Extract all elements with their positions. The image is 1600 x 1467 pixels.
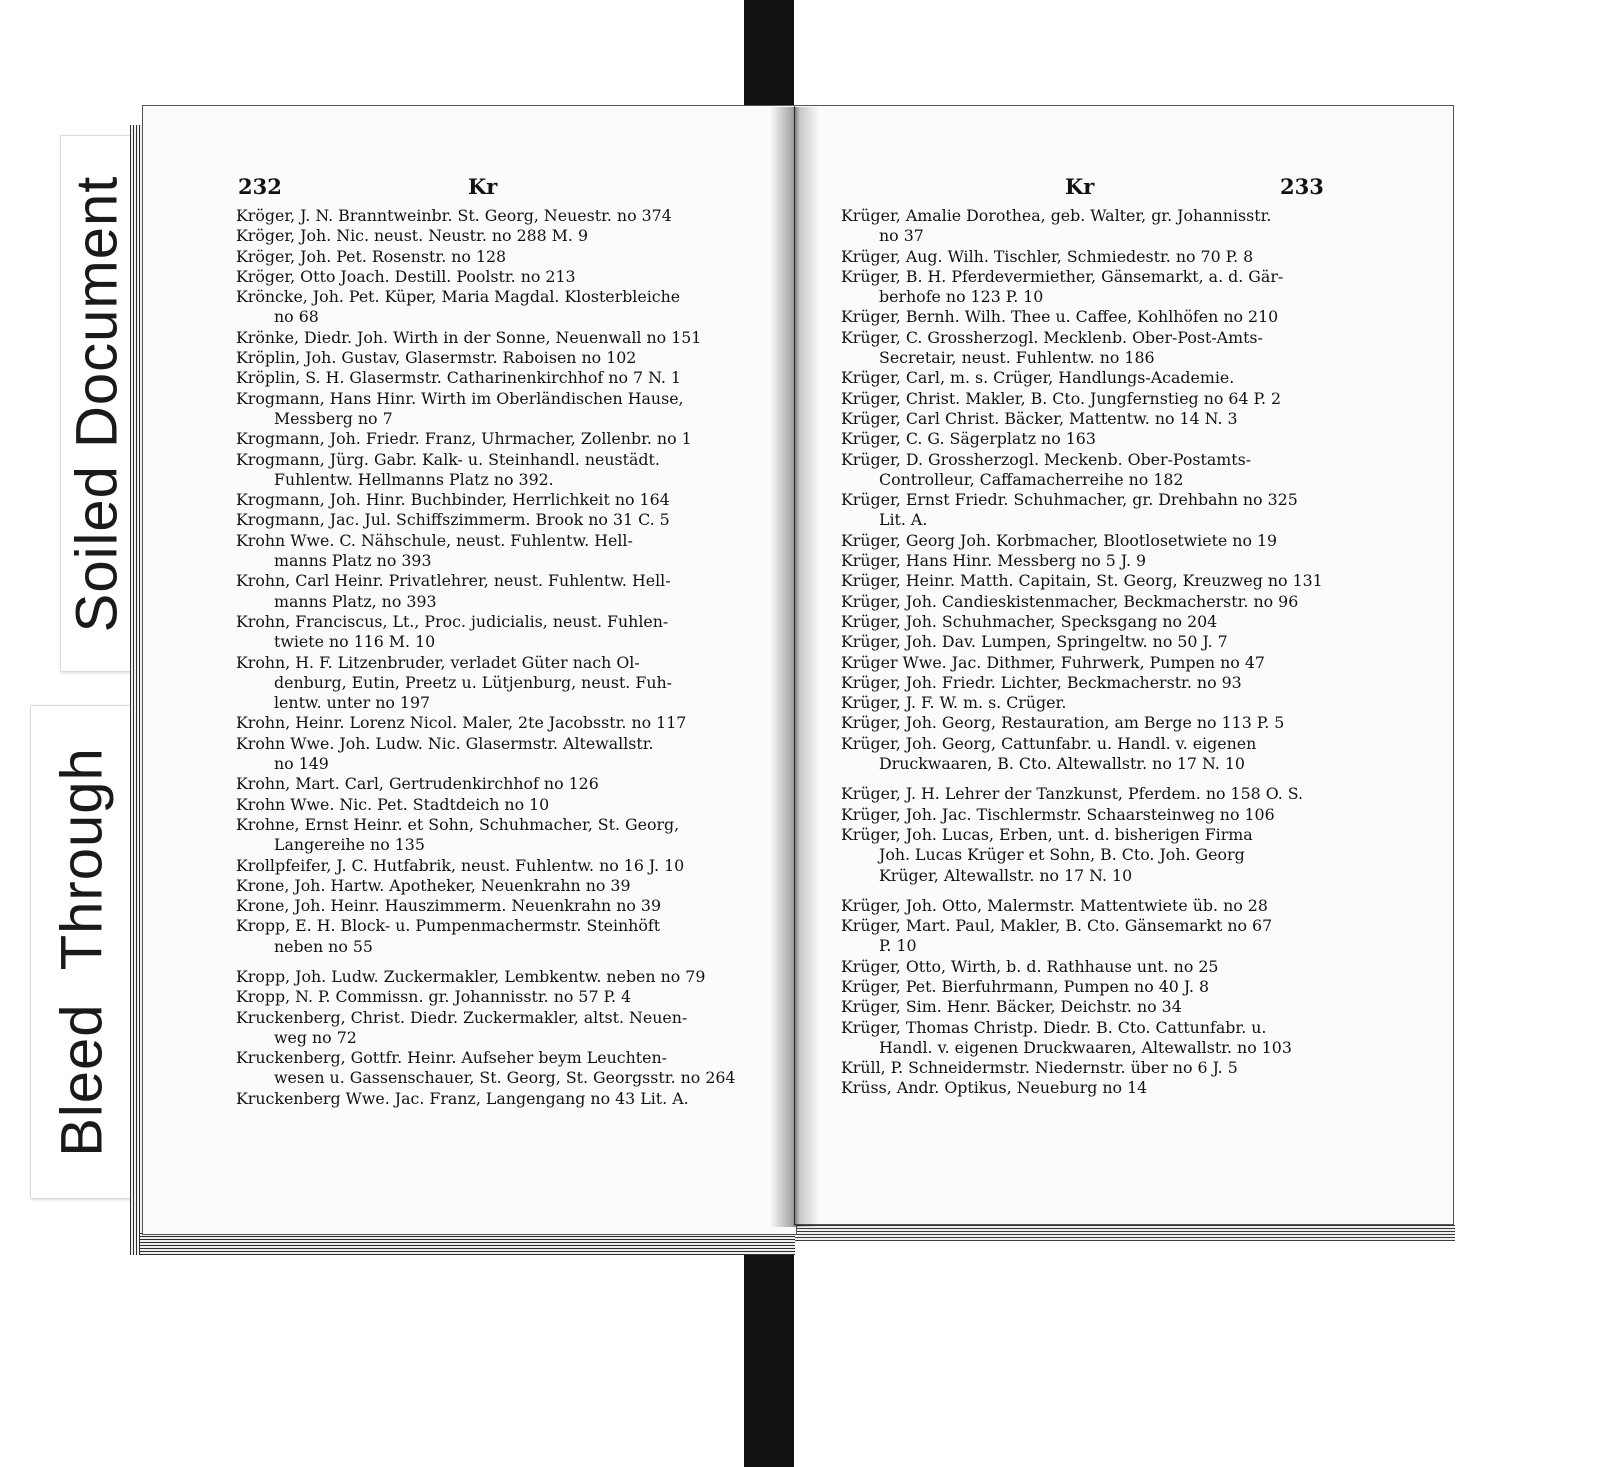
entry-line: Krogmann, Jac. Jul. Schiffszimmerm. Brook no 31 C. 5 [236,510,670,530]
entry-continuation-line: Lit. A. [879,510,928,530]
running-header-left: Kr [468,174,498,199]
entry-line: Krüger, Otto, Wirth, b. d. Rathhause unt. no 25 [841,956,1219,976]
entry-continuation-line: Joh. Lucas Krüger et Sohn, B. Cto. Joh. Georg [879,845,1245,865]
entry-line: Krone, Joh. Heinr. Hauszimmerm. Neuenkrahn no 39 [236,896,662,916]
directory-entry [236,429,736,449]
directory-entry [841,997,1341,1017]
directory-entry [841,734,1341,775]
directory-entry [841,592,1341,612]
entry-line: Krüger, Mart. Paul, Makler, B. Cto. Gänsemarkt no 67 [841,916,1273,936]
entry-line: Krüger, Ernst Friedr. Schuhmacher, gr. Drehbahn no 325 [841,490,1298,510]
directory-entry [841,632,1341,652]
bleed-through-label [30,705,134,1199]
directory-entry [841,825,1341,886]
entry-line: Krüger, Joh. Dav. Lumpen, Springeltw. no 50 J. 7 [841,632,1228,652]
directory-entry [236,247,736,267]
directory-entry [841,673,1341,693]
page-stack-edge-bottom [140,1233,795,1255]
directory-entry [236,653,736,714]
entry-line: Krüger, Bernh. Wilh. Thee u. Caffee, Kohlhöfen no 210 [841,307,1279,327]
directory-entry [236,287,736,328]
directory-entry [236,1089,736,1109]
directory-entry [841,267,1341,308]
entry-line: Krohn, Carl Heinr. Privatlehrer, neust. Fuhlentw. Hell- [236,571,671,591]
entry-line: Krüger, Hans Hinr. Messberg no 5 J. 9 [841,551,1147,571]
directory-entry [236,876,736,896]
directory-entry [236,612,736,653]
directory-entry [236,987,736,1007]
directory-entry [841,784,1341,804]
entry-line: Kruckenberg, Gottfr. Heinr. Aufseher beym Leuchten- [236,1048,667,1068]
entry-line: Krogmann, Joh. Hinr. Buchbinder, Herrlichkeit no 164 [236,490,670,510]
binding-strap-bottom [744,1250,794,1467]
directory-entries-right [841,206,1341,1099]
open-book [130,105,1460,1265]
directory-entry [841,450,1341,491]
entry-line: Krüger, Joh. Otto, Malermstr. Mattentwiete üb. no 28 [841,895,1268,915]
entry-line: Krohn Wwe. Nic. Pet. Stadtdeich no 10 [236,794,550,814]
entry-line: Kruckenberg, Christ. Diedr. Zuckermakler, altst. Neuen- [236,1007,688,1027]
directory-entry [236,328,736,348]
directory-entry [236,531,736,572]
page-stack-edge-right [795,1225,1455,1241]
entry-line: Kruckenberg Wwe. Jac. Franz, Langengang no 43 Lit. A. [236,1088,689,1108]
directory-entry [236,267,736,287]
entry-line: Krüger, Joh. Schuhmacher, Specksgang no 204 [841,611,1218,631]
entry-continuation-line: P. 10 [879,936,917,956]
directory-entry [841,307,1341,327]
entry-line: Krohn, Heinr. Lorenz Nicol. Maler, 2te Jacobsstr. no 117 [236,713,687,733]
directory-entry [841,328,1341,369]
entry-line: Kröplin, S. H. Glasermstr. Catharinenkirchhof no 7 N. 1 [236,368,681,388]
entry-line: Krüger, Joh. Jac. Tischlermstr. Schaarsteinweg no 106 [841,804,1275,824]
entry-line: Krüger, Sim. Henr. Bäcker, Deichstr. no 34 [841,997,1182,1017]
soiled-document-text: Soiled Document [64,175,130,632]
entry-continuation-line: neben no 55 [274,936,373,956]
directory-entry [841,957,1341,977]
directory-entry [841,1018,1341,1059]
page-number-left: 232 [238,174,282,199]
directory-entry [841,1058,1341,1078]
directory-entry [236,348,736,368]
entry-line: Krüger, D. Grossherzogl. Meckenb. Ober-Postamts- [841,449,1252,469]
entry-line: Krüger Wwe. Jac. Dithmer, Fuhrwerk, Pumpen no 47 [841,652,1265,672]
entry-line: Krüss, Andr. Optikus, Neueburg no 14 [841,1078,1148,1098]
entry-continuation-line: berhofe no 123 P. 10 [879,287,1044,307]
entry-line: Krohn Wwe. C. Nähschule, neust. Fuhlentw. Hell- [236,530,633,550]
entry-line: Krüger, B. H. Pferdevermiether, Gänsemarkt, a. d. Gär- [841,266,1284,286]
left-page [142,105,797,1235]
entry-line: Kröncke, Joh. Pet. Küper, Maria Magdal. Klosterbleiche [236,287,681,307]
entry-line: Krüger, Joh. Friedr. Lichter, Beckmacherstr. no 93 [841,672,1242,692]
entry-continuation-line: no 68 [274,307,319,327]
entry-line: Krollpfeifer, J. C. Hutfabrik, neust. Fuhlentw. no 16 J. 10 [236,855,685,875]
entry-line: Krohne, Ernst Heinr. et Sohn, Schuhmacher, St. Georg, [236,814,680,834]
entry-line: Krüger, C. Grossherzogl. Mecklenb. Ober-Post-Amts- [841,327,1263,347]
entry-line: Krüger, Thomas Christp. Diedr. B. Cto. Cattunfabr. u. [841,1017,1267,1037]
entry-line: Kröger, J. N. Branntweinbr. St. Georg, Neuestr. no 374 [236,206,672,225]
directory-entry [236,774,736,794]
directory-entry [841,429,1341,449]
directory-entry [236,368,736,388]
entry-line: Krogmann, Hans Hinr. Wirth im Oberländischen Hause, [236,388,684,408]
entry-line: Krüger, Carl, m. s. Crüger, Handlungs-Academie. [841,368,1235,388]
entry-continuation-line: weg no 72 [274,1027,357,1047]
entry-line: Krüger, Joh. Georg, Cattunfabr. u. Handl. v. eigenen [841,733,1257,753]
directory-entry [236,916,736,957]
entry-line: Kropp, E. H. Block- u. Pumpenmachermstr. Steinhöft [236,916,661,936]
directory-entry [841,653,1341,673]
directory-entry [236,713,736,733]
directory-entries-left [236,206,736,1109]
entry-line: Kropp, Joh. Ludw. Zuckermakler, Lembkentw. neben no 79 [236,966,706,986]
running-header-right: Kr [1065,174,1095,199]
entry-continuation-line: lentw. unter no 197 [274,693,431,713]
directory-entry [841,368,1341,388]
entry-line: Krohn Wwe. Joh. Ludw. Nic. Glasermstr. Altewallstr. [236,733,654,753]
directory-entry [236,450,736,491]
entry-continuation-line: Secretair, neust. Fuhlentw. no 186 [879,348,1155,368]
directory-entry [841,409,1341,429]
directory-entry [236,856,736,876]
directory-entry [841,693,1341,713]
entry-line: Krohn, Franciscus, Lt., Proc. judicialis, neust. Fuhlen- [236,611,669,631]
directory-entry [236,896,736,916]
entry-continuation-line: Handl. v. eigenen Druckwaaren, Altewallstr. no 103 [879,1037,1292,1057]
directory-entry [236,490,736,510]
entry-continuation-line: no 149 [274,754,329,774]
entry-line: Krüger, Christ. Makler, B. Cto. Jungfernstieg no 64 P. 2 [841,388,1282,408]
directory-entry [841,206,1341,247]
directory-entry [236,1008,736,1049]
directory-entry [841,490,1341,531]
entry-continuation-line: no 37 [879,226,924,246]
entry-line: Krohn, H. F. Litzenbruder, verladet Güter nach Ol- [236,652,640,672]
directory-entry [236,1048,736,1089]
entry-line: Krüger, J. H. Lehrer der Tanzkunst, Pferdem. no 158 O. S. [841,784,1304,804]
entry-continuation-line: wesen u. Gassenschauer, St. Georg, St. Georgsstr. no 264 [274,1068,736,1088]
entry-line: Kröger, Joh. Pet. Rosenstr. no 128 [236,246,507,266]
entry-line: Krüger, Amalie Dorothea, geb. Walter, gr. Johannisstr. [841,206,1272,225]
directory-entry [841,916,1341,957]
entry-line: Krogmann, Jürg. Gabr. Kalk- u. Steinhandl. neustädt. [236,449,660,469]
directory-entry [841,389,1341,409]
directory-entry [841,805,1341,825]
directory-entry [841,1078,1341,1098]
directory-entry [841,551,1341,571]
entry-line: Krüger, Joh. Lucas, Erben, unt. d. bisherigen Firma [841,824,1253,844]
entry-continuation-line: denburg, Eutin, Preetz u. Lütjenburg, neust. Fuh- [274,672,672,692]
entry-line: Krüger, Carl Christ. Bäcker, Mattentw. no 14 N. 3 [841,408,1238,428]
entry-line: Krüger, Heinr. Matth. Capitain, St. Georg, Kreuzweg no 131 [841,571,1323,591]
entry-continuation-line: manns Platz, no 393 [274,591,437,611]
directory-entry [841,571,1341,591]
entry-line: Kropp, N. P. Commissn. gr. Johannisstr. no 57 P. 4 [236,987,632,1007]
directory-entry [841,713,1341,733]
page-number-right: 233 [1280,174,1324,199]
entry-continuation-line: Fuhlentw. Hellmanns Platz no 392. [274,469,554,489]
entry-line: Krüger, Georg Joh. Korbmacher, Blootlosetwiete no 19 [841,530,1278,550]
entry-line: Krone, Joh. Hartw. Apotheker, Neuenkrahn no 39 [236,875,631,895]
directory-entry [841,247,1341,267]
entry-line: Kröger, Joh. Nic. neust. Neustr. no 288 M. 9 [236,226,589,246]
right-page [794,105,1454,1225]
directory-entry [236,226,736,246]
directory-entry [236,967,736,987]
bleed-through-text: Bleed Through [49,747,115,1157]
entry-line: Krönke, Diedr. Joh. Wirth in der Sonne, Neuenwall no 151 [236,327,702,347]
directory-entry [236,734,736,775]
directory-entry [236,815,736,856]
entry-line: Kröplin, Joh. Gustav, Glasermstr. Raboisen no 102 [236,348,637,368]
entry-continuation-line: Messberg no 7 [274,408,393,428]
entry-line: Kröger, Otto Joach. Destill. Poolstr. no 213 [236,266,576,286]
entry-line: Krohn, Mart. Carl, Gertrudenkirchhof no 126 [236,774,599,794]
directory-entry [236,795,736,815]
entry-line: Krüger, J. F. W. m. s. Crüger. [841,693,1067,713]
entry-line: Krüger, Aug. Wilh. Tischler, Schmiedestr. no 70 P. 8 [841,246,1254,266]
directory-entry [841,977,1341,997]
entry-line: Krüger, Pet. Bierfuhrmann, Pumpen no 40 J. 8 [841,976,1210,996]
directory-entry [236,389,736,430]
entry-continuation-line: twiete no 116 M. 10 [274,632,436,652]
directory-entry [841,612,1341,632]
entry-line: Krüger, Joh. Georg, Restauration, am Berge no 113 P. 5 [841,713,1285,733]
soiled-document-label [60,135,134,672]
directory-entry [841,896,1341,916]
entry-line: Krüll, P. Schneidermstr. Niedernstr. über no 6 J. 5 [841,1058,1238,1078]
entry-line: Krüger, C. G. Sägerplatz no 163 [841,429,1096,449]
directory-entry [841,531,1341,551]
entry-line: Krüger, Joh. Candieskistenmacher, Beckmacherstr. no 96 [841,591,1299,611]
entry-continuation-line: manns Platz no 393 [274,551,432,571]
entry-continuation-line: Controlleur, Caffamacherreihe no 182 [879,469,1184,489]
entry-continuation-line: Krüger, Altewallstr. no 17 N. 10 [879,865,1133,885]
entry-continuation-line: Druckwaaren, B. Cto. Altewallstr. no 17 N. 10 [879,754,1245,774]
directory-entry [236,571,736,612]
directory-entry [236,510,736,530]
entry-line: Krogmann, Joh. Friedr. Franz, Uhrmacher, Zollenbr. no 1 [236,429,692,449]
directory-entry [236,206,736,226]
entry-continuation-line: Langereihe no 135 [274,835,425,855]
